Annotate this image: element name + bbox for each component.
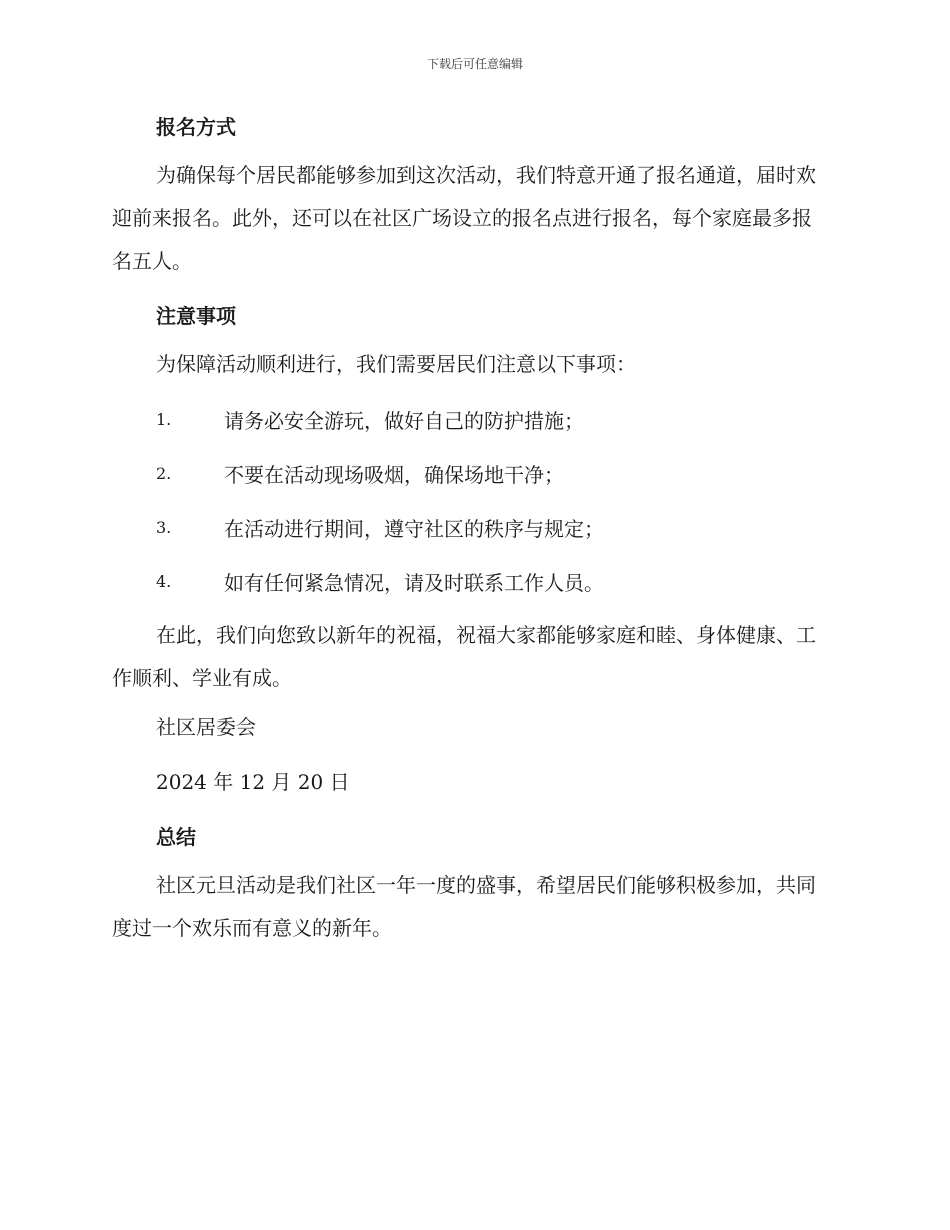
summary-heading: 总结	[156, 825, 196, 849]
list-text: 在活动进行期间，遵守社区的秩序与规定；	[224, 516, 604, 541]
list-item	[112, 500, 830, 554]
list-number: 1.	[156, 409, 172, 429]
list-number: 2.	[156, 463, 172, 483]
signup-paragraph: 为确保每个居民都能够参加到这次活动，我们特意开通了报名通道，届时欢迎前来报名。此外，还可以在社区广场设立的报名点进行报名，每个家庭最多报名五人。	[112, 163, 816, 273]
list-number: 4.	[156, 571, 172, 591]
document-body	[112, 106, 830, 950]
list-item	[112, 446, 830, 500]
notes-heading: 注意事项	[156, 304, 236, 328]
page-header: 下载后可任意编辑	[426, 57, 523, 71]
list-text: 如有任何紧急情况，请及时联系工作人员。	[224, 570, 604, 595]
list-text: 请务必安全游玩，做好自己的防护措施；	[224, 408, 584, 433]
signature: 社区居委会	[156, 715, 256, 739]
list-text: 不要在活动现场吸烟，确保场地干净；	[224, 462, 564, 487]
list-item	[112, 392, 830, 446]
summary-paragraph: 社区元旦活动是我们社区一年一度的盛事，希望居民们能够积极参加，共同度过一个欢乐而有意义的新年。	[112, 873, 816, 940]
list-item	[112, 554, 830, 608]
notes-intro: 为保障活动顺利进行，我们需要居民们注意以下事项：	[156, 352, 636, 376]
greeting-paragraph: 在此，我们向您致以新年的祝福，祝福大家都能够家庭和睦、身体健康、工作顺利、学业有成。	[112, 623, 816, 690]
date: 2024 年 12 月 20 日	[156, 770, 350, 794]
list-number: 3.	[156, 517, 172, 537]
signup-heading: 报名方式	[156, 115, 236, 139]
